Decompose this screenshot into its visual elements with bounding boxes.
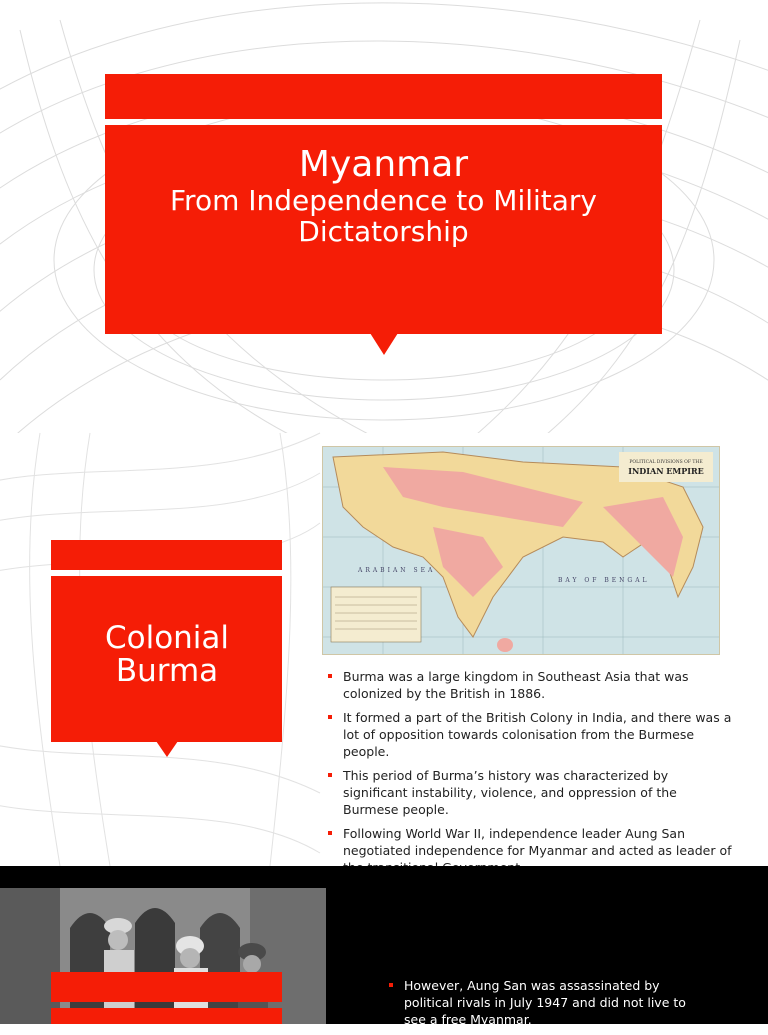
historical-photo [0, 888, 326, 1024]
section-top-bar [51, 540, 282, 570]
title-slide [0, 0, 768, 433]
bullet-marker-icon [389, 983, 393, 987]
bullet-marker-icon [328, 674, 332, 678]
page-title: Myanmar [298, 144, 469, 185]
section-title: Colonial Burma [104, 620, 230, 689]
page-subtitle: From Independence to Military Dictatorship [169, 184, 597, 248]
map-sea-left: ARABIAN SEA [358, 567, 436, 574]
title-box [105, 125, 662, 334]
map-title-small: POLITICAL DIVISIONS OF THE [629, 460, 703, 465]
list-item: Following World War II, independence leader Aung San negotiated independence for Myanmar and acted as leader of [322, 825, 732, 876]
bullet-marker-icon [328, 773, 332, 777]
section-box [51, 576, 282, 742]
list-item: This period of Burma’s history was characterized by significant instability, violence, and oppression of the Burmese people. [322, 767, 732, 818]
assassination-slide [0, 866, 768, 1027]
section-top-bar [51, 972, 282, 1002]
map-image [322, 446, 720, 655]
section-box [51, 1008, 282, 1024]
map-title-big: INDIAN EMPIRE [628, 466, 704, 476]
section-pointer [156, 741, 178, 759]
bullet-list [383, 977, 703, 1035]
bullet-list [322, 668, 732, 883]
title-pointer [370, 333, 398, 357]
map-sea-right: BAY OF BENGAL [558, 577, 650, 584]
list-item: It formed a part of the British Colony in India, and there was a lot of opposition towards colonisation from the Burmese people. [322, 709, 732, 760]
list-item: Burma was a large kingdom in Southeast Asia that was colonized by the British in 1886. [322, 668, 732, 702]
map-drawing [323, 447, 719, 654]
list-item: However, Aung San was assassinated by political rivals in July 1947 and did not live to see a free Myanmar. [383, 977, 703, 1028]
title-top-bar [105, 74, 662, 119]
bullet-marker-icon [328, 831, 332, 835]
bullet-marker-icon [328, 715, 332, 719]
colonial-burma-slide [0, 433, 768, 866]
